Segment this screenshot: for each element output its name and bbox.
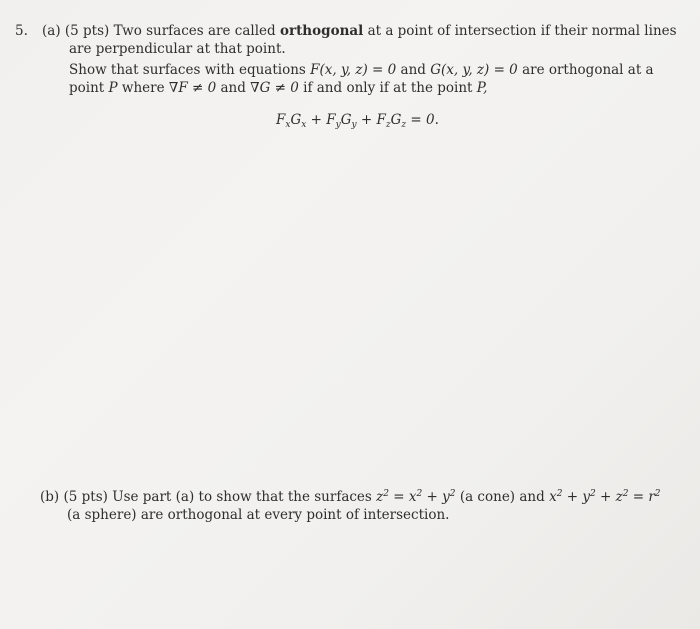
part-b-line-1: (b) (5 pts) Use part (a) to show that the surfaces $z^2 = x^2 + y^2$ (a cone) and $x^2 + y^2 + z^2 = r^2$ [40,489,661,505]
part-b-points: (5 pts) [63,489,108,505]
orthogonality-equation-text: $F_xG_x + F_yG_y + F_zG_z = 0$. [276,112,439,130]
part-b-label: (b) [40,489,60,505]
orthogonal-term: orthogonal [279,23,364,39]
grad-F-condition: ∇F ≠ 0 [168,80,217,96]
show-that-line-2: point P where ∇F ≠ 0 and ∇G ≠ 0 if and only if at the point P, [69,80,488,96]
orthogonality-equation [276,111,439,129]
equation-F: F(x, y, z) = 0 [310,62,397,78]
part-b-line-2: (a sphere) are orthogonal at every point of intersection. [67,507,450,523]
cone-label: (a cone) [459,489,516,505]
cone-equation: $z^2 = x^2 + y^2$ [376,489,456,505]
part-a-label: (a) [42,23,61,39]
problem-number: 5. [15,23,28,39]
part-a-line-2: are perpendicular at that point. [69,41,286,57]
grad-G-condition: ∇G ≠ 0 [250,80,299,96]
part-a-line-1: (a) (5 pts) Two surfaces are called orthogonal at a point of intersection if their normal lines [42,23,677,39]
show-that-line-1: Show that surfaces with equations F(x, y, z) = 0 and G(x, y, z) = 0 are orthogonal at a [69,62,654,78]
equation-G: G(x, y, z) = 0 [430,62,518,78]
part-a-points: (5 pts) [64,23,110,39]
sphere-equation: $x^2 + y^2 + z^2 = r^2$ [549,489,661,505]
